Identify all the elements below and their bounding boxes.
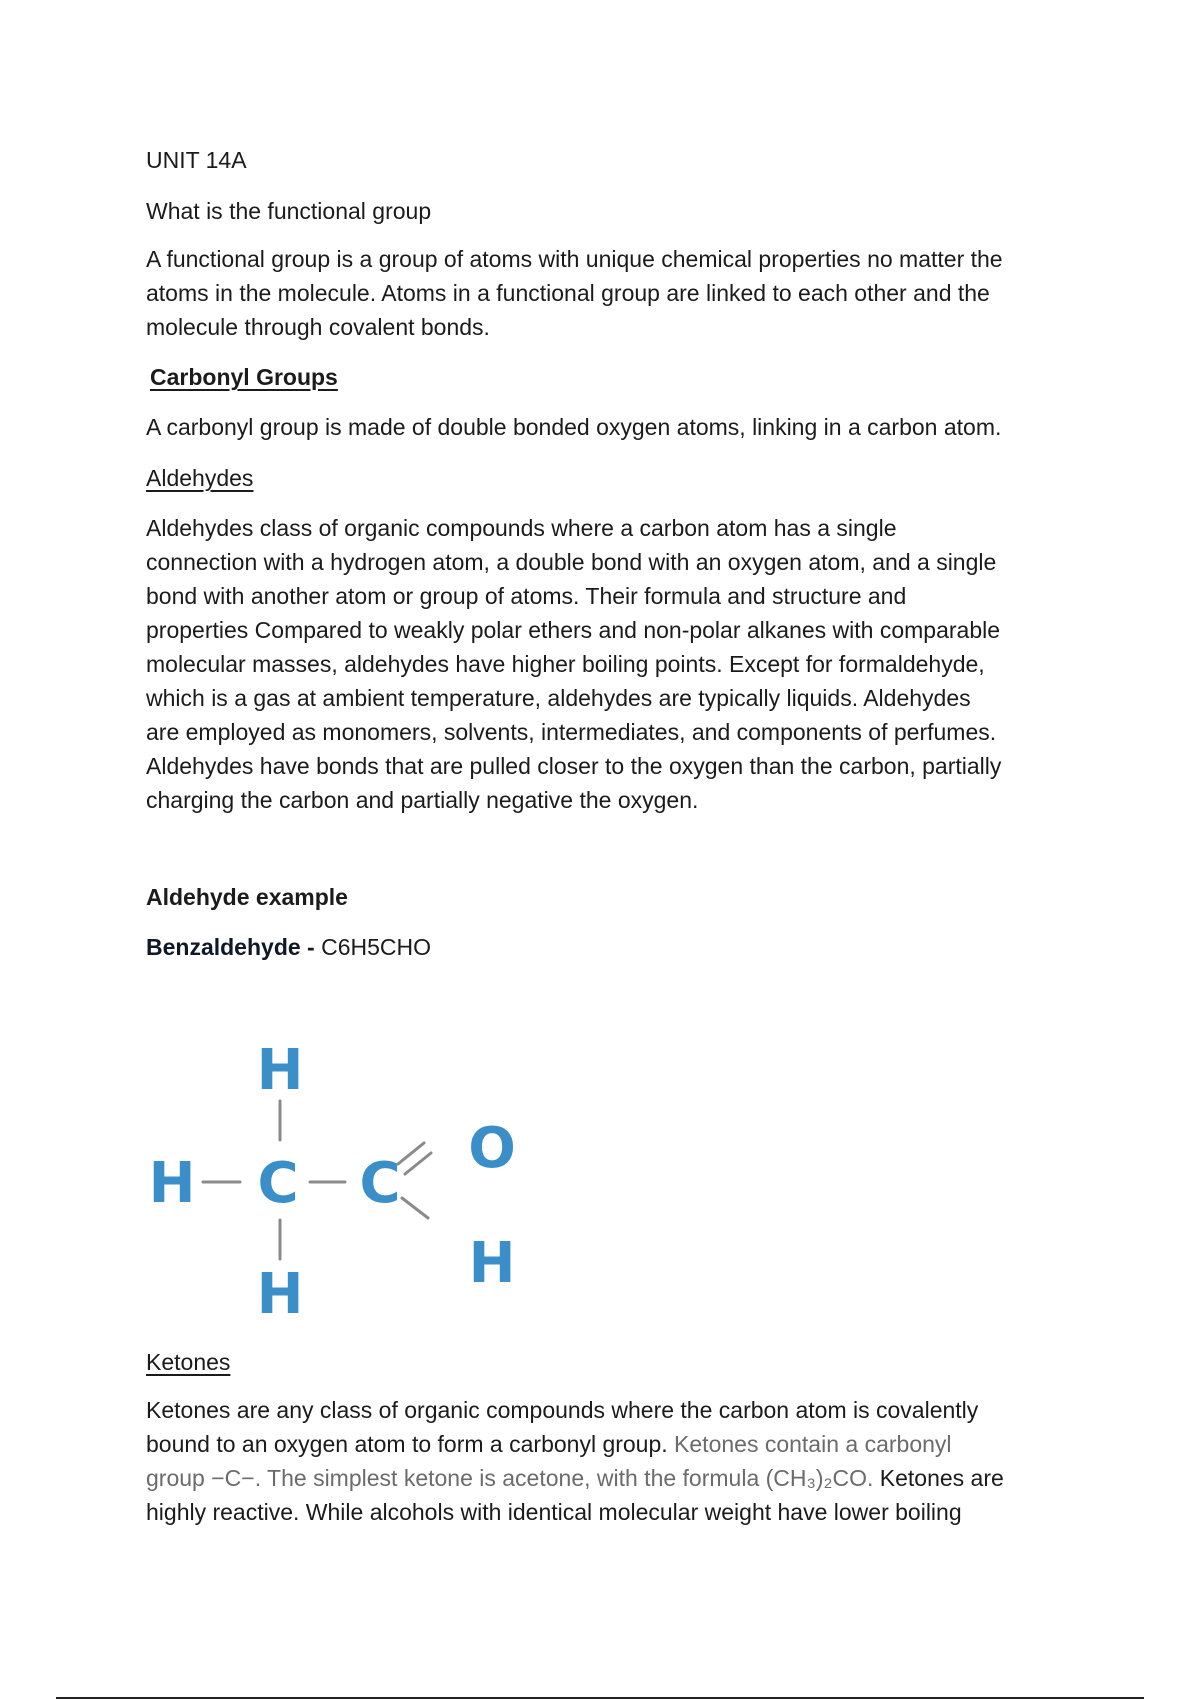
intro-paragraph [146, 242, 1076, 344]
atom-o: O [468, 1116, 516, 1181]
ketones-line-segment: bound to an oxygen atom to form a carbonyl group. [146, 1431, 668, 1457]
unit-title: UNIT 14A [146, 147, 247, 173]
intro-line: A functional group is a group of atoms with unique chemical properties no matter the [146, 246, 1003, 272]
intro-line: molecule through covalent bonds. [146, 314, 490, 340]
aldehyde-example-heading: Aldehyde example [146, 884, 348, 910]
atom-h-bottom: H [256, 1262, 304, 1322]
aldehydes-line: which is a gas at ambient temperature, aldehydes are typically liquids. Aldehydes [146, 685, 971, 711]
ketones-line: highly reactive. While alcohols with identical molecular weight have lower boiling [146, 1499, 962, 1525]
example-compound [146, 930, 431, 964]
compound-name: Benzaldehyde [146, 934, 301, 960]
atom-h-right: H [468, 1231, 516, 1296]
aldehydes-line: charging the carbon and partially negative the oxygen. [146, 787, 699, 813]
atom-c1: C [257, 1151, 299, 1216]
intro-line: atoms in the molecule. Atoms in a functional group are linked to each other and the [146, 280, 990, 306]
compound-formula: C6H5CHO [321, 934, 432, 960]
carbonyl-text: A carbonyl group is made of double bonded oxygen atoms, linking in a carbon atom. [146, 414, 1002, 440]
question-heading: What is the functional group [146, 198, 432, 224]
ketones-heading: Ketones [146, 1349, 231, 1375]
ketones-line [146, 1427, 1076, 1461]
aldehydes-line: Aldehydes have bonds that are pulled closer to the oxygen than the carbon, partially [146, 753, 1002, 779]
ketones-line-segment-gray: Ketones contain a carbonyl [667, 1431, 952, 1457]
atom-h-left: H [148, 1151, 196, 1216]
aldehydes-line: bond with another atom or group of atoms. Their formula and structure and [146, 583, 907, 609]
atoms [149, 1038, 516, 1322]
ketones-line: Ketones are any class of organic compounds where the carbon atom is covalently [146, 1397, 979, 1423]
atom-c2: C [359, 1151, 401, 1216]
bond-c2-h-right [402, 1198, 428, 1218]
ketones-paragraph [146, 1393, 1076, 1529]
aldehydes-line: properties Compared to weakly polar ethers and non-polar alkanes with comparable [146, 617, 1001, 643]
page-divider [56, 1697, 1144, 1699]
aldehydes-heading: Aldehydes [146, 465, 254, 491]
aldehydes-line: connection with a hydrogen atom, a double bond with an oxygen atom, and a single [146, 549, 997, 575]
carbonyl-heading: Carbonyl Groups [150, 364, 338, 390]
aldehyde-structure-diagram [140, 1022, 540, 1322]
atom-h-top: H [256, 1038, 304, 1103]
aldehydes-line: Aldehydes class of organic compounds where a carbon atom has a single [146, 515, 897, 541]
ketones-line-segment: Ketones are [873, 1465, 1004, 1491]
compound-separator: - [300, 934, 322, 960]
ketones-line-segment-gray: group −C−. The simplest ketone is acetone, with the formula (CH₃)₂CO. [146, 1465, 874, 1491]
aldehydes-line: are employed as monomers, solvents, intermediates, and components of perfumes. [146, 719, 997, 745]
aldehydes-paragraph [146, 511, 1076, 817]
aldehydes-line: molecular masses, aldehydes have higher boiling points. Except for formaldehyde, [146, 651, 985, 677]
ketones-line [146, 1461, 1076, 1495]
